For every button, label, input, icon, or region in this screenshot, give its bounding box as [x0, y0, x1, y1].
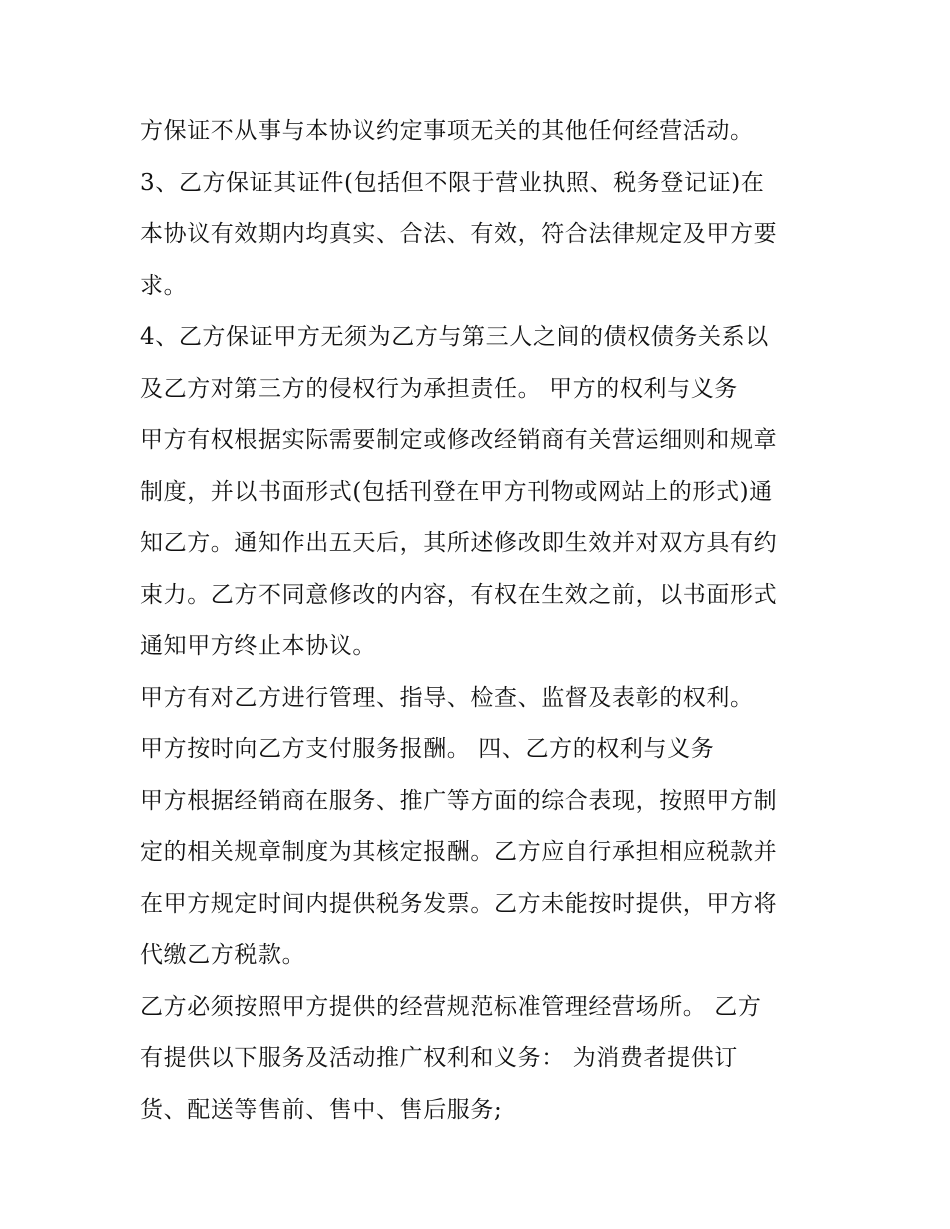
text-line: 甲方根据经销商在服务、推广等方面的综合表现，按照甲方制 [140, 787, 778, 814]
document-page [140, 106, 820, 1136]
text-line: 定的相关规章制度为其核定报酬。乙方应自行承担相应税款并 [140, 839, 778, 865]
text-line: 求。 [140, 272, 188, 299]
text-line: 知乙方。通知作出五天后，其所述修改即生效并对双方具有约 [140, 530, 778, 556]
text-line: 货、配送等售前、售中、售后服务; [140, 1096, 503, 1123]
text-line: 在甲方规定时间内提供税务发票。乙方未能按时提供，甲方将 [140, 890, 778, 917]
text-line: 方保证不从事与本协议约定事项无关的其他任何经营活动。 [140, 118, 754, 144]
text-line: 代缴乙方税款。 [140, 942, 306, 968]
text-line: 甲方有权根据实际需要制定或修改经销商有关营运细则和规章 [140, 427, 778, 453]
text-line: 有提供以下服务及活动推广权利和义务： 为消费者提供订 [140, 1045, 738, 1071]
text-line: 本协议有效期内均真实、合法、有效，符合法律规定及甲方要 [140, 221, 778, 247]
text-line: 乙方必须按照甲方提供的经营规范标准管理经营场所。 乙方 [140, 993, 762, 1020]
text-line: 3、乙方保证其证件(包括但不限于营业执照、税务登记证)在 [140, 169, 765, 196]
text-line: 4、乙方保证甲方无须为乙方与第三人之间的债权债务关系以 [140, 324, 769, 350]
text-line: 通知甲方终止本协议。 [140, 633, 376, 659]
text-line: 制度，并以书面形式(包括刊登在甲方刊物或网站上的形式)通 [140, 478, 773, 505]
text-line: 及乙方对第三方的侵权行为承担责任。 甲方的权利与义务 [140, 375, 738, 402]
text-line: 甲方有对乙方进行管理、指导、检查、监督及表彰的权利。 [140, 684, 754, 711]
text-line: 束力。乙方不同意修改的内容，有权在生效之前，以书面形式 [140, 581, 778, 608]
text-line: 甲方按时向乙方支付服务报酬。 四、乙方的权利与义务 [140, 736, 715, 762]
